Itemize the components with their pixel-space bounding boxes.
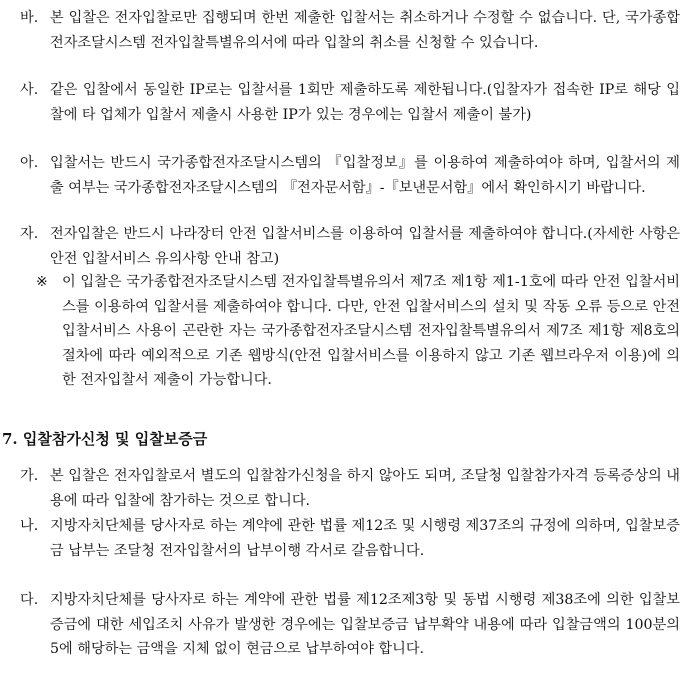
item-text: 전자입찰은 반드시 나라장터 안전 입찰서비스를 이용하여 입찰서를 제출하여야 합니다.(자세한 사항은 안전 입찰서비스 유의사항 안내 참고) [50, 226, 680, 267]
item-marker: 나. [20, 518, 39, 534]
item-text: 본 입찰은 전자입찰로만 집행되며 한번 제출한 입찰서는 취소하거나 수정할 수 없습니다. 단, 국가종합전자조달시스템 전자입찰특별유의서에 따라 입찰의 취소를 신청할 수 있습니다. [50, 10, 680, 51]
item-text: 입찰서는 반드시 국가종합전자조달시스템의 『입찰정보』를 이용하여 제출하여야 하며, 입찰서의 제출 여부는 국가종합전자조달시스템의 『전자문서함』-『보낸문서함』에서 확인하시기 바랍니다. [50, 155, 680, 196]
item-text: 본 입찰은 전자입찰로서 별도의 입찰참가신청을 하지 않아도 되며, 조달청 입찰참가자격 등록증상의 내용에 따라 입찰에 참가하는 것으로 합니다. [50, 468, 680, 509]
section-heading: 7. 입찰참가신청 및 입찰보증금 [2, 430, 208, 448]
item-marker: 사. [20, 82, 39, 98]
item-marker: 가. [20, 468, 39, 484]
list-item-sa [20, 78, 680, 127]
list-item-a [20, 151, 680, 200]
item-text: 같은 입찰에서 동일한 IP로는 입찰서를 1회만 제출하도록 제한됩니다.(입찰자가 접속한 IP로 해당 입찰에 타 업체가 입찰서 제출시 사용한 IP가 있는 경우에는 입찰서 제출이 불가) [50, 82, 680, 123]
item-text: 지방자치단체를 당사자로 하는 계약에 관한 법률 제12조 및 시행령 제37조의 규정에 의하며, 입찰보증금 납부는 조달청 전자입찰서의 납부이행 각서로 갈음합니다. [50, 518, 680, 559]
item-marker: 자. [20, 226, 39, 242]
list-item-ja [20, 222, 680, 271]
list-item-ga [20, 464, 680, 513]
note-marker: ※ [36, 274, 48, 290]
list-item-da [20, 588, 680, 662]
list-item-na [20, 514, 680, 563]
item-marker: 아. [20, 155, 39, 171]
reference-note [36, 270, 680, 393]
note-text: 이 입찰은 국가종합전자조달시스템 전자입찰특별유의서 제7조 제1항 제1-1호에 따라 안전 입찰서비스를 이용하여 입찰서를 제출하여야 합니다. 다만, 안전 입찰서비스의 설치 및 작동 오류 등으로 안전 입찰서비스 사용이 곤란한 자는 국가종합전자조달시스템 전자입찰특별유의서 제7조 제1항 제8호의 절차에 따라 예외적으로 기존 웹방식(안전 입찰서비스를 이용하지 않고 기존 웹브라우저 이용)에 의한 전자입찰서 제출이 가능합니다. [62, 274, 680, 388]
item-marker: 다. [20, 592, 39, 608]
list-item-ba [20, 6, 680, 55]
item-marker: 바. [20, 10, 39, 26]
item-text: 지방자치단체를 당사자로 하는 계약에 관한 법률 제12조제3항 및 동법 시행령 제38조에 의한 입찰보증금에 대한 세입조치 사유가 발생한 경우에는 입찰보증금 납부확약 내용에 따라 입찰금액의 100분의 5에 해당하는 금액을 지체 없이 현금으로 납부하여야 합니다. [50, 592, 680, 657]
